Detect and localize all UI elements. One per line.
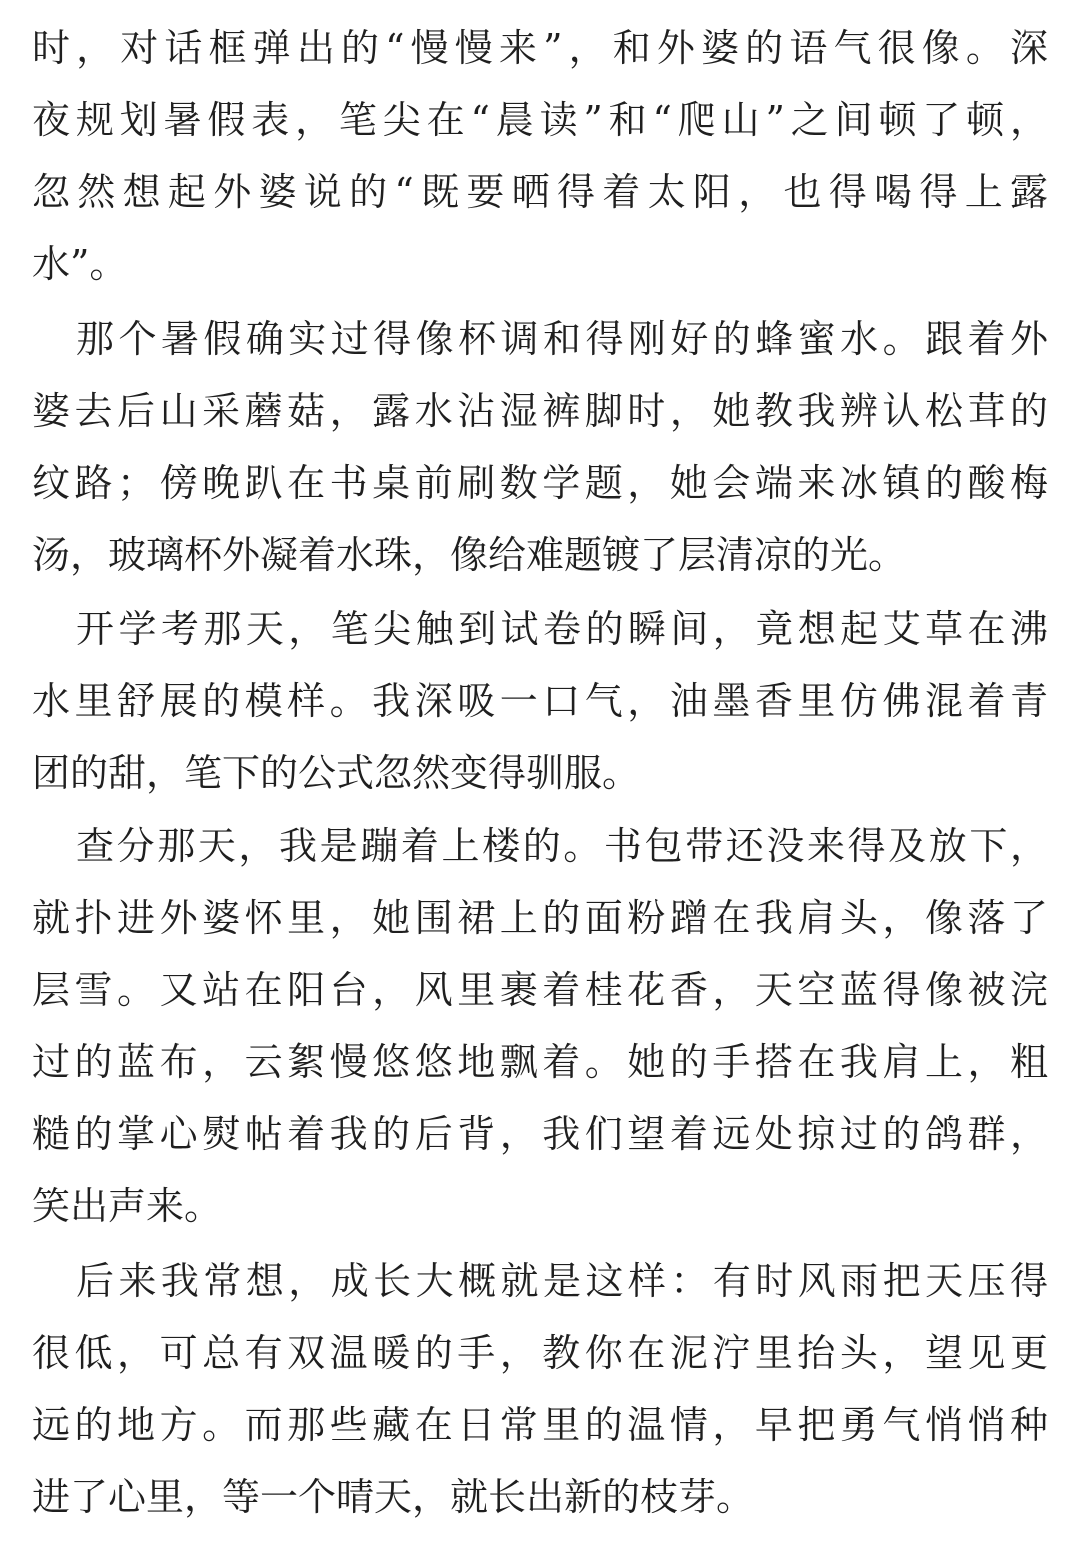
text-line: 过的蓝布，云絮慢悠悠地飘着。她的手搭在我肩上，粗 — [32, 1040, 1048, 1084]
text-line: 笑出声来。 — [32, 1184, 223, 1228]
text-line: 水里舒展的模样。我深吸一口气，油墨香里仿佛混着青 — [32, 679, 1048, 723]
text-line: 忽然想起外婆说的“既要晒得着太阳，也得喝得上露 — [32, 170, 1048, 214]
text-line: 就扑进外婆怀里，她围裙上的面粉蹭在我肩头，像落了 — [32, 896, 1048, 940]
text-line: 时，对话框弹出的“慢慢来”，和外婆的语气很像。深 — [32, 26, 1048, 70]
text-line: 婆去后山采蘑菇，露水沾湿裤脚时，她教我辨认松茸的 — [32, 389, 1048, 433]
paragraph-first-line: 查分那天，我是蹦着上楼的。书包带还没来得及放下， — [76, 824, 1048, 868]
text-line: 糙的掌心熨帖着我的后背，我们望着远处掠过的鸽群， — [32, 1112, 1048, 1156]
paragraph-first-line: 后来我常想，成长大概就是这样：有时风雨把天压得 — [76, 1259, 1048, 1303]
text-line: 夜规划暑假表，笔尖在“晨读”和“爬山”之间顿了顿， — [32, 98, 1048, 142]
text-line: 团的甜，笔下的公式忽然变得驯服。 — [32, 751, 641, 795]
text-line: 很低，可总有双温暖的手，教你在泥泞里抬头，望见更 — [32, 1331, 1048, 1375]
text-line: 层雪。又站在阳台，风里裹着桂花香，天空蓝得像被浣 — [32, 968, 1048, 1012]
text-line: 汤，玻璃杯外凝着水珠，像给难题镀了层清凉的光。 — [32, 533, 907, 577]
paragraph-first-line: 开学考那天，笔尖触到试卷的瞬间，竟想起艾草在沸 — [76, 607, 1048, 651]
text-line: 纹路；傍晚趴在书桌前刷数学题，她会端来冰镇的酸梅 — [32, 461, 1048, 505]
paragraph-first-line: 那个暑假确实过得像杯调和得刚好的蜂蜜水。跟着外 — [76, 317, 1048, 361]
text-line: 水”。 — [32, 242, 128, 286]
text-line: 进了心里，等一个晴天，就长出新的枝芽。 — [32, 1475, 755, 1519]
text-line: 远的地方。而那些藏在日常里的温情，早把勇气悄悄种 — [32, 1403, 1048, 1447]
